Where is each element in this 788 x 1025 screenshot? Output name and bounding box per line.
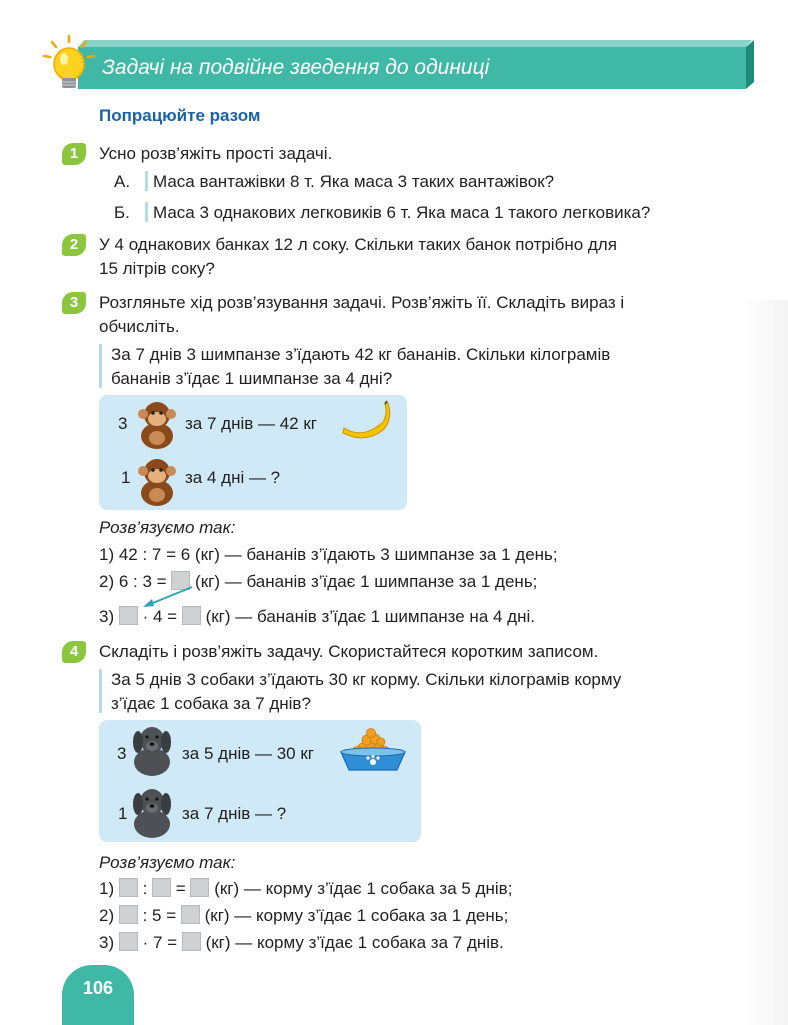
task1-text: Усно розв’яжіть прості задачі. — [99, 144, 333, 163]
task4-problem-line2: з’їдає 1 собака за 7 днів? — [111, 694, 311, 713]
step-text: 3) — [99, 933, 115, 952]
task3-problem-line2: бананів з’їдає 1 шимпанзе за 4 дні? — [111, 369, 393, 388]
task2-line2: 15 літрів соку? — [99, 259, 215, 278]
scheme-count: 1 — [118, 804, 128, 823]
solution-step — [99, 605, 535, 628]
item-letter: А. — [114, 172, 131, 191]
step-text: : — [142, 879, 148, 898]
section-heading: Попрацюйте разом — [99, 106, 261, 125]
solution-step: 1) 42 : 7 = 6 (кг) — бананів з’їдають 3 шимпанзе за 1 день; — [99, 545, 558, 564]
dog-icon — [124, 722, 180, 778]
item-marker — [145, 202, 148, 222]
step-text: 2) 6 : 3 = — [99, 572, 167, 591]
dog-icon — [124, 784, 180, 840]
step-text: (кг) — корму з’їдає 1 собака за 7 днів. — [205, 933, 504, 952]
banner-top-face — [78, 40, 752, 47]
scheme-row-text: за 7 днів — 42 кг — [185, 414, 317, 433]
task4-text: Складіть і розв’яжіть задачу. Скористайтеся коротким записом. — [99, 642, 599, 661]
task-number-badge: 2 — [62, 234, 86, 256]
scheme-row-text: за 5 днів — 30 кг — [182, 744, 314, 763]
dog-food-bowl-icon — [337, 724, 409, 774]
page-edge-shade — [740, 300, 788, 1025]
problem-marker — [99, 344, 102, 388]
step-text: · 4 = — [142, 607, 178, 626]
answer-box[interactable] — [119, 905, 138, 924]
step-text: 2) — [99, 906, 115, 925]
task-number-badge: 4 — [62, 641, 86, 663]
task3-line2: обчисліть. — [99, 317, 180, 336]
problem-marker — [99, 669, 102, 713]
solution-step — [99, 904, 508, 927]
step-text: : 5 = — [142, 906, 177, 925]
banner-side-face — [746, 40, 754, 89]
chimpanzee-icon — [134, 455, 180, 507]
step-text: · 7 = — [142, 933, 178, 952]
answer-box[interactable] — [190, 878, 209, 897]
answer-box[interactable] — [119, 878, 138, 897]
task-number-badge: 1 — [62, 143, 86, 165]
solution-step — [99, 931, 504, 954]
step-text: 1) — [99, 879, 115, 898]
banana-icon — [341, 400, 391, 440]
solve-label: Розв’язуємо так: — [99, 518, 236, 537]
answer-box[interactable] — [182, 932, 201, 951]
step-text: (кг) — корму з’їдає 1 собака за 1 день; — [204, 906, 509, 925]
scheme-row-text: за 4 дні — ? — [185, 468, 281, 487]
task2-line1: У 4 однакових банках 12 л соку. Скільки таких банок потрібно для — [99, 235, 617, 254]
step-text: (кг) — бананів з’їдає 1 шимпанзе на 4 дні. — [205, 607, 535, 626]
scheme-count: 1 — [121, 468, 131, 487]
task-number-badge: 3 — [62, 292, 86, 314]
task3-problem-line1: За 7 днів 3 шимпанзе з’їдають 42 кг бананів. Скільки кілограмів — [111, 345, 611, 364]
chimpanzee-icon — [134, 398, 180, 450]
step-text: = — [175, 879, 186, 898]
item-marker — [145, 171, 148, 191]
task1-item-b: Маса 3 однакових легковиків 6 т. Яка маса 1 такого легковика? — [153, 203, 651, 222]
answer-box[interactable] — [119, 606, 138, 625]
solution-step — [99, 877, 512, 900]
answer-box[interactable] — [182, 606, 201, 625]
scheme-count: 3 — [117, 744, 127, 763]
step-text: (кг) — бананів з’їдає 1 шимпанзе за 1 день; — [195, 572, 538, 591]
step-text: (кг) — корму з’їдає 1 собака за 5 днів; — [214, 879, 513, 898]
answer-box[interactable] — [119, 932, 138, 951]
task4-problem-line1: За 5 днів 3 собаки з’їдають 30 кг корму. Скільки кілограмів корму — [111, 670, 622, 689]
solve-label: Розв’язуємо так: — [99, 853, 236, 872]
answer-box[interactable] — [152, 878, 171, 897]
step-text: 3) — [99, 607, 115, 626]
task3-line1: Розгляньте хід розв’язування задачі. Розв’яжіть її. Складіть вираз і — [99, 293, 625, 312]
page-number: 106 — [82, 978, 114, 998]
item-letter: Б. — [114, 203, 130, 222]
answer-box[interactable] — [181, 905, 200, 924]
lightbulb-icon — [40, 34, 98, 94]
scheme-count: 3 — [118, 414, 128, 433]
banner-title: Задачі на подвійне зведення до одиниці — [102, 56, 490, 79]
task1-item-a: Маса вантажівки 8 т. Яка маса 3 таких вантажівок? — [153, 172, 555, 191]
scheme-row-text: за 7 днів — ? — [182, 804, 287, 823]
